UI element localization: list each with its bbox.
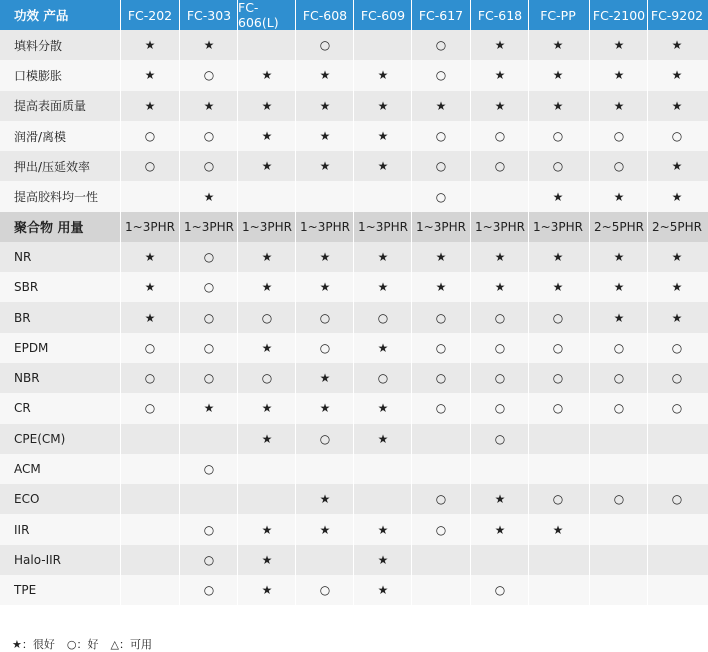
rating-star-icon: ★ [613, 310, 625, 325]
rating-star-icon: ★ [261, 431, 273, 446]
empty-cell [121, 575, 179, 605]
rating-star-icon: ★ [144, 38, 156, 53]
rating-star-icon: ★ [261, 98, 273, 113]
polymer-row [0, 545, 708, 575]
legend-usable: △：可用 [110, 638, 152, 651]
rating-circle-icon: ○ [552, 401, 564, 416]
rating-star-icon: ★ [494, 522, 506, 537]
rating-star-icon: ★ [377, 552, 389, 567]
rating-circle-icon: ○ [494, 583, 506, 598]
empty-cell [296, 545, 354, 575]
rating-star-icon: ★ [261, 280, 273, 295]
empty-cell [471, 181, 529, 211]
empty-cell [529, 545, 587, 575]
rating-star-icon: ★ [144, 310, 156, 325]
rating-circle-icon: ○ [203, 340, 215, 355]
rating-star-icon: ★ [203, 38, 215, 53]
header-corner-label: 功效 产品 [14, 8, 69, 23]
polymer-label: ECO [14, 492, 40, 507]
rating-star-icon: ★ [671, 38, 683, 53]
rating-star-icon: ★ [435, 280, 447, 295]
column-divider [528, 0, 529, 627]
rating-star-icon: ★ [377, 522, 389, 537]
rating-star-icon: ★ [494, 68, 506, 83]
column-divider [237, 0, 238, 627]
column-divider [120, 0, 121, 627]
rating-star-icon: ★ [671, 310, 683, 325]
rating-star-icon: ★ [377, 249, 389, 264]
polymer-label: NR [14, 249, 32, 264]
function-row [0, 30, 708, 60]
empty-cell [238, 181, 296, 211]
rating-star-icon: ★ [552, 280, 564, 295]
polymer-row [0, 454, 708, 484]
rating-star-icon: ★ [261, 159, 273, 174]
empty-cell [121, 454, 179, 484]
function-row [0, 60, 708, 90]
rating-star-icon: ★ [377, 431, 389, 446]
rating-star-icon: ★ [671, 249, 683, 264]
rating-star-icon: ★ [319, 129, 331, 144]
column-divider [470, 0, 471, 627]
rating-circle-icon: ○ [435, 159, 447, 174]
rating-circle-icon: ○ [261, 310, 273, 325]
rating-circle-icon: ○ [435, 522, 447, 537]
rating-star-icon: ★ [261, 552, 273, 567]
rating-circle-icon: ○ [552, 371, 564, 386]
rating-circle-icon: ○ [203, 462, 215, 476]
rating-circle-icon: ○ [613, 340, 625, 355]
rating-circle-icon: ○ [319, 431, 331, 446]
column-divider [589, 0, 590, 627]
rating-star-icon: ★ [377, 98, 389, 113]
empty-cell [354, 454, 412, 484]
rating-star-icon: ★ [377, 68, 389, 83]
rating-star-icon: ★ [671, 189, 683, 204]
rating-star-icon: ★ [671, 280, 683, 295]
product-col-10: FC-9202 [650, 7, 704, 23]
rating-circle-icon: ○ [671, 492, 683, 507]
empty-cell [354, 181, 412, 211]
product-col-7: FC-618 [477, 7, 523, 23]
rating-circle-icon: ○ [671, 371, 683, 386]
product-col-6: FC-617 [418, 7, 464, 23]
function-label: 提高胶料均一性 [14, 190, 99, 205]
dosage-col-9: 2~5PHR [594, 219, 644, 234]
rating-star-icon: ★ [144, 249, 156, 264]
function-label: 口模膨胀 [14, 68, 63, 83]
function-label: 押出/压延效率 [14, 159, 91, 174]
rating-circle-icon: ○ [203, 68, 215, 83]
rating-circle-icon: ○ [494, 401, 506, 416]
function-section [0, 30, 708, 212]
rating-circle-icon: ○ [144, 340, 156, 355]
rating-circle-icon: ○ [494, 129, 506, 144]
legend [12, 636, 152, 652]
rating-circle-icon: ○ [552, 129, 564, 144]
rating-star-icon: ★ [552, 522, 564, 537]
function-label: 填料分散 [14, 38, 63, 53]
rating-star-icon: ★ [319, 249, 331, 264]
rating-star-icon: ★ [671, 68, 683, 83]
rating-star-icon: ★ [319, 371, 331, 386]
empty-cell [529, 424, 587, 454]
rating-star-icon: ★ [377, 129, 389, 144]
rating-star-icon: ★ [435, 98, 447, 113]
function-row [0, 121, 708, 151]
rating-star-icon: ★ [377, 159, 389, 174]
dosage-col-7: 1~3PHR [475, 219, 525, 234]
rating-circle-icon: ○ [203, 310, 215, 325]
rating-circle-icon: ○ [319, 340, 331, 355]
rating-circle-icon: ○ [613, 492, 625, 507]
rating-circle-icon: ○ [203, 129, 215, 144]
rating-star-icon: ★ [671, 159, 683, 174]
rating-star-icon: ★ [377, 401, 389, 416]
empty-cell [121, 484, 179, 514]
rating-star-icon: ★ [261, 401, 273, 416]
rating-star-icon: ★ [261, 522, 273, 537]
empty-cell [590, 575, 648, 605]
empty-cell [238, 454, 296, 484]
empty-cell [529, 575, 587, 605]
function-row [0, 91, 708, 121]
polymer-row [0, 484, 708, 514]
rating-circle-icon: ○ [435, 189, 447, 204]
polymer-row [0, 424, 708, 454]
rating-star-icon: ★ [377, 280, 389, 295]
rating-star-icon: ★ [319, 98, 331, 113]
empty-cell [412, 575, 470, 605]
empty-cell [590, 454, 648, 484]
dosage-col-8: 1~3PHR [533, 219, 583, 234]
product-col-4: FC-608 [302, 7, 348, 23]
rating-circle-icon: ○ [613, 129, 625, 144]
rating-star-icon: ★ [203, 98, 215, 113]
polymer-row [0, 363, 708, 393]
rating-star-icon: ★ [613, 68, 625, 83]
polymer-label: IIR [14, 522, 30, 537]
rating-circle-icon: ○ [552, 492, 564, 507]
polymer-row [0, 514, 708, 544]
rating-star-icon: ★ [261, 340, 273, 355]
polymer-row [0, 393, 708, 423]
empty-cell [121, 514, 179, 544]
polymer-label: NBR [14, 371, 40, 386]
rating-circle-icon: ○ [494, 340, 506, 355]
dosage-col-2: 1~3PHR [184, 219, 234, 234]
rating-star-icon: ★ [319, 68, 331, 83]
empty-cell [529, 454, 587, 484]
polymer-label: SBR [14, 280, 39, 295]
product-col-3: FC-606(L) [238, 0, 279, 30]
empty-cell [296, 454, 354, 484]
rating-star-icon: ★ [494, 38, 506, 53]
legend-very-good: ★：很好 [12, 638, 55, 651]
rating-star-icon: ★ [494, 280, 506, 295]
empty-cell [296, 181, 354, 211]
rating-star-icon: ★ [144, 68, 156, 83]
product-header-row [0, 0, 708, 30]
rating-star-icon: ★ [613, 98, 625, 113]
rating-circle-icon: ○ [494, 431, 506, 446]
rating-circle-icon: ○ [435, 129, 447, 144]
empty-cell [354, 30, 412, 60]
rating-star-icon: ★ [552, 68, 564, 83]
polymer-label: CPE(CM) [14, 431, 66, 446]
polymer-label: Halo-IIR [14, 552, 62, 567]
rating-star-icon: ★ [552, 98, 564, 113]
rating-circle-icon: ○ [671, 129, 683, 144]
rating-circle-icon: ○ [144, 129, 156, 144]
rating-circle-icon: ○ [671, 401, 683, 416]
dosage-col-3: 1~3PHR [242, 219, 292, 234]
column-divider [179, 0, 180, 627]
polymer-header-row [0, 212, 708, 242]
rating-star-icon: ★ [613, 38, 625, 53]
empty-cell [590, 514, 648, 544]
rating-circle-icon: ○ [377, 371, 389, 386]
column-divider [411, 0, 412, 627]
rating-star-icon: ★ [377, 583, 389, 598]
polymer-label: EPDM [14, 340, 49, 355]
empty-cell [238, 30, 296, 60]
empty-cell [648, 514, 706, 544]
rating-star-icon: ★ [319, 159, 331, 174]
rating-circle-icon: ○ [435, 310, 447, 325]
rating-star-icon: ★ [261, 129, 273, 144]
rating-star-icon: ★ [319, 280, 331, 295]
polymer-header-label: 聚合物 用量 [14, 221, 84, 237]
rating-circle-icon: ○ [435, 492, 447, 507]
rating-star-icon: ★ [552, 38, 564, 53]
rating-star-icon: ★ [613, 249, 625, 264]
rating-circle-icon: ○ [613, 159, 625, 174]
rating-circle-icon: ○ [261, 371, 273, 386]
rating-circle-icon: ○ [435, 401, 447, 416]
rating-star-icon: ★ [494, 492, 506, 507]
dosage-col-4: 1~3PHR [300, 219, 350, 234]
legend-good: ○：好 [66, 638, 99, 651]
rating-star-icon: ★ [319, 401, 331, 416]
rating-star-icon: ★ [494, 249, 506, 264]
polymer-label: ACM [14, 462, 41, 476]
empty-cell [590, 424, 648, 454]
rating-circle-icon: ○ [144, 371, 156, 386]
rating-circle-icon: ○ [319, 38, 331, 53]
rating-star-icon: ★ [261, 249, 273, 264]
product-col-8: FC-PP [540, 7, 576, 23]
polymer-row [0, 302, 708, 332]
product-col-1: FC-202 [127, 7, 173, 23]
rating-star-icon: ★ [552, 249, 564, 264]
rating-circle-icon: ○ [435, 68, 447, 83]
rating-circle-icon: ○ [203, 552, 215, 567]
rating-star-icon: ★ [261, 68, 273, 83]
rating-star-icon: ★ [261, 583, 273, 598]
rating-circle-icon: ○ [144, 159, 156, 174]
rating-star-icon: ★ [319, 492, 331, 507]
dosage-col-10: 2~5PHR [652, 219, 702, 234]
empty-cell [121, 424, 179, 454]
empty-cell [471, 454, 529, 484]
rating-star-icon: ★ [552, 189, 564, 204]
rating-star-icon: ★ [494, 98, 506, 113]
empty-cell [180, 424, 238, 454]
column-divider [353, 0, 354, 627]
empty-cell [121, 181, 179, 211]
dosage-col-1: 1~3PHR [125, 219, 175, 234]
rating-star-icon: ★ [203, 189, 215, 204]
empty-cell [648, 424, 706, 454]
rating-circle-icon: ○ [435, 371, 447, 386]
polymer-label: BR [14, 310, 31, 325]
rating-circle-icon: ○ [435, 340, 447, 355]
rating-star-icon: ★ [613, 280, 625, 295]
polymer-row [0, 575, 708, 605]
rating-circle-icon: ○ [319, 310, 331, 325]
rating-circle-icon: ○ [203, 371, 215, 386]
rating-circle-icon: ○ [494, 371, 506, 386]
dosage-col-5: 1~3PHR [358, 219, 408, 234]
rating-circle-icon: ○ [435, 38, 447, 53]
rating-circle-icon: ○ [552, 310, 564, 325]
empty-cell [121, 545, 179, 575]
rating-circle-icon: ○ [671, 340, 683, 355]
empty-cell [412, 454, 470, 484]
rating-star-icon: ★ [144, 98, 156, 113]
rating-circle-icon: ○ [377, 310, 389, 325]
function-row [0, 181, 708, 211]
empty-cell [648, 454, 706, 484]
rating-circle-icon: ○ [203, 280, 215, 295]
rating-circle-icon: ○ [552, 159, 564, 174]
empty-cell [648, 575, 706, 605]
empty-cell [648, 545, 706, 575]
rating-star-icon: ★ [319, 522, 331, 537]
rating-star-icon: ★ [435, 249, 447, 264]
function-label: 润滑/离模 [14, 129, 67, 144]
rating-star-icon: ★ [203, 401, 215, 416]
rating-circle-icon: ○ [144, 401, 156, 416]
product-col-2: FC-303 [186, 7, 232, 23]
rating-circle-icon: ○ [494, 310, 506, 325]
rating-circle-icon: ○ [203, 522, 215, 537]
rating-circle-icon: ○ [552, 340, 564, 355]
column-divider [647, 0, 648, 627]
polymer-label: CR [14, 401, 31, 416]
rating-circle-icon: ○ [494, 159, 506, 174]
empty-cell [354, 484, 412, 514]
function-row [0, 151, 708, 181]
rating-circle-icon: ○ [203, 159, 215, 174]
empty-cell [471, 545, 529, 575]
dosage-col-6: 1~3PHR [416, 219, 466, 234]
rating-circle-icon: ○ [613, 371, 625, 386]
polymer-section [0, 242, 708, 606]
rating-circle-icon: ○ [203, 249, 215, 264]
empty-cell [590, 545, 648, 575]
rating-circle-icon: ○ [319, 583, 331, 598]
column-divider [295, 0, 296, 627]
rating-star-icon: ★ [671, 98, 683, 113]
empty-cell [412, 545, 470, 575]
product-col-9: FC-2100 [592, 7, 646, 23]
function-label: 提高表面质量 [14, 99, 87, 114]
rating-circle-icon: ○ [613, 401, 625, 416]
empty-cell [238, 484, 296, 514]
rating-circle-icon: ○ [203, 583, 215, 598]
polymer-row [0, 242, 708, 272]
empty-cell [180, 484, 238, 514]
product-col-5: FC-609 [360, 7, 406, 23]
empty-cell [412, 424, 470, 454]
rating-star-icon: ★ [144, 280, 156, 295]
rating-star-icon: ★ [377, 340, 389, 355]
polymer-row [0, 272, 708, 302]
rating-star-icon: ★ [613, 189, 625, 204]
polymer-row [0, 333, 708, 363]
polymer-label: TPE [14, 583, 37, 598]
